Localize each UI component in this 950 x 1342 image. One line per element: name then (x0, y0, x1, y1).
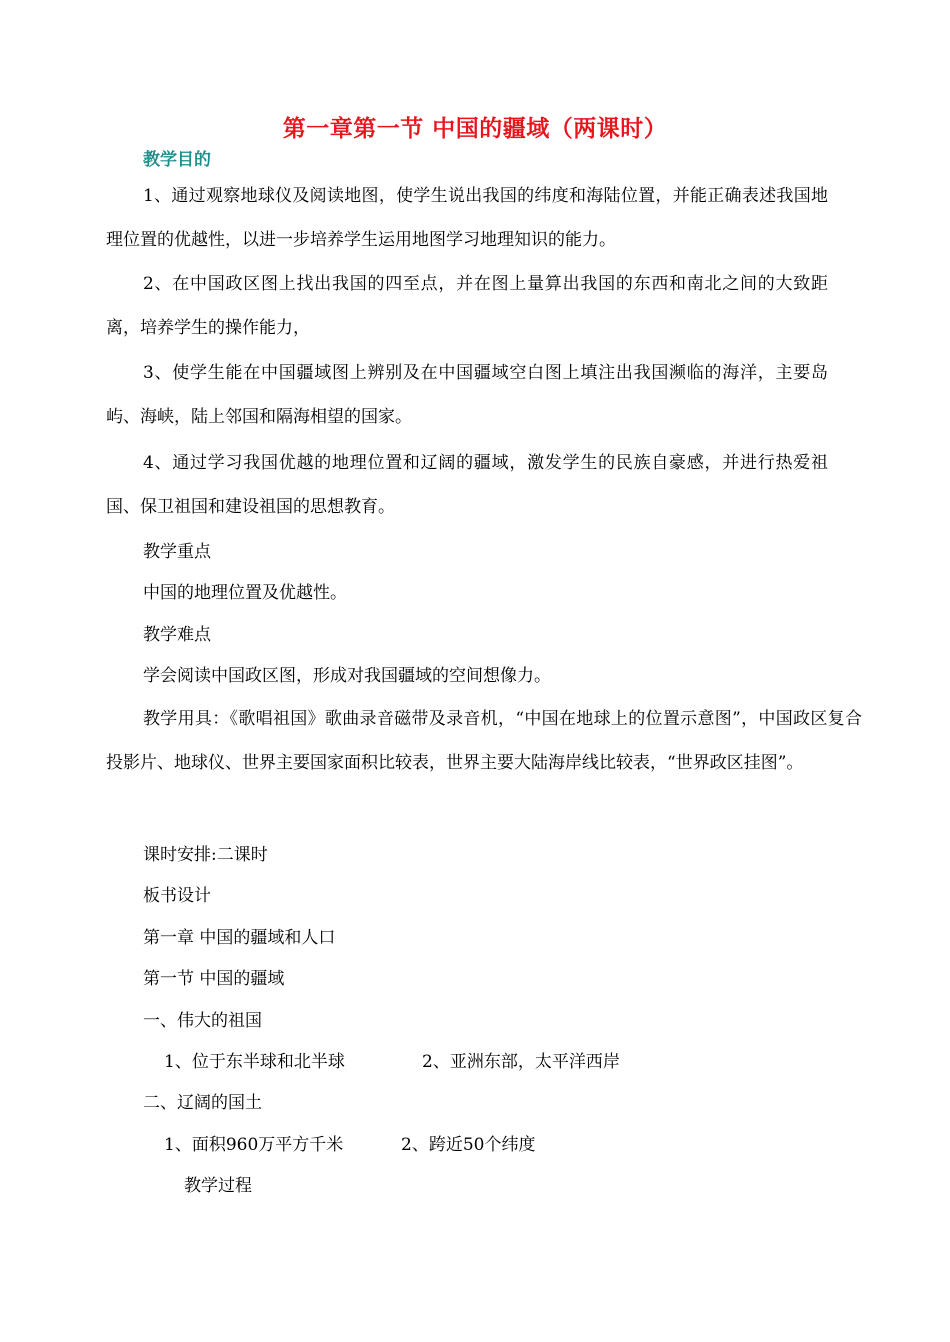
board-part2-item1: 1、面积960万平方千米 (164, 1135, 344, 1155)
board-part1-item2: 2、亚洲东部，太平洋西岸 (422, 1052, 620, 1072)
difficulty-heading: 教学难点 (143, 625, 211, 645)
teaching-tools-paragraph: 教学用具：《歌唱祖国》歌曲录音磁带及录音机，“中国在地球上的位置示意图”，中国政区复合投影片、地球仪、世界主要国家面积比较表，世界主要大陆海岸线比较表，“世界政区挂图”。 (106, 709, 862, 773)
board-section: 第一节 中国的疆域 (143, 969, 285, 989)
key-point-text: 中国的地理位置及优越性。 (143, 583, 347, 603)
process-heading: 教学过程 (184, 1176, 252, 1196)
board-part1-item1: 1、位于东半球和北半球 (164, 1052, 345, 1072)
key-point-heading: 教学重点 (143, 542, 211, 562)
board-design-heading: 板书设计 (143, 886, 211, 906)
objective-paragraph-3: 3、使学生能在中国疆域图上辨别及在中国疆域空白图上填注出我国濒临的海洋，主要岛屿、海峡，陆上邻国和隔海相望的国家。 (106, 363, 828, 427)
board-part2-title: 二、辽阔的国土 (143, 1093, 262, 1113)
objective-paragraph-2: 2、在中国政区图上找出我国的四至点，并在图上量算出我国的东西和南北之间的大致距离，培养学生的操作能力， (106, 274, 828, 338)
page-title: 第一章第一节 中国的疆域（两课时） (282, 115, 668, 142)
objective-paragraph-4: 4、通过学习我国优越的地理位置和辽阔的疆域，激发学生的民族自豪感，并进行热爱祖国、保卫祖国和建设祖国的思想教育。 (106, 453, 828, 517)
board-chapter: 第一章 中国的疆域和人口 (143, 928, 336, 948)
objectives-heading: 教学目的 (143, 150, 211, 170)
difficulty-text: 学会阅读中国政区图，形成对我国疆域的空间想像力。 (143, 666, 551, 686)
board-part2-item2: 2、跨近50个纬度 (401, 1135, 536, 1155)
board-part1-title: 一、伟大的祖国 (143, 1011, 262, 1031)
schedule-text: 课时安排:二课时 (143, 845, 268, 865)
objective-paragraph-1: 1、通过观察地球仪及阅读地图，使学生说出我国的纬度和海陆位置，并能正确表述我国地理位置的优越性，以进一步培养学生运用地图学习地理知识的能力。 (106, 186, 828, 250)
